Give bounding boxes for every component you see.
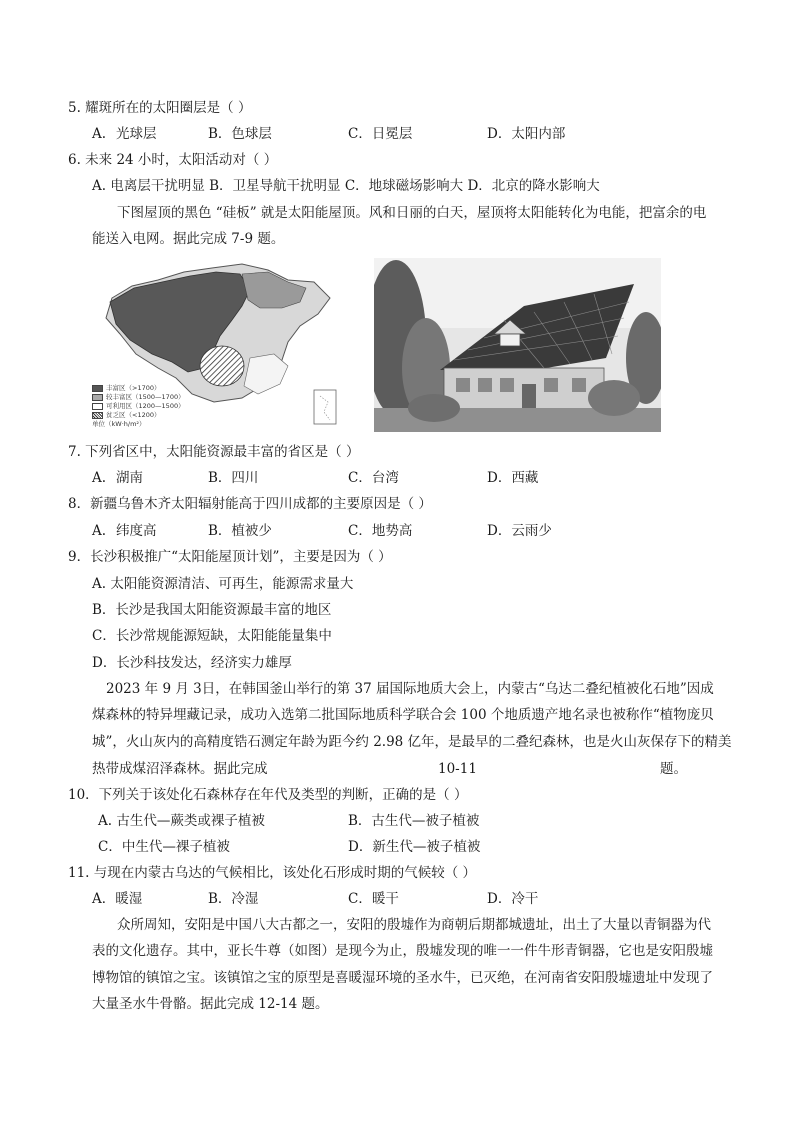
q11-option-b[interactable]: B．冷湿: [208, 891, 259, 907]
legend-item-fairly-rich: 较丰富区（1500—1700）: [92, 393, 185, 402]
q11-option-d[interactable]: D．冷干: [487, 891, 539, 907]
china-solar-resource-map: [92, 262, 338, 434]
intro-10-11-line3: 城”，火山灰内的高精度锆石测定年龄为距今约 2.98 亿年，是最早的二叠纪森林，也是火山灰保存下的精美: [92, 734, 732, 750]
legend-item-rich: 丰富区（>1700）: [92, 384, 185, 393]
intro-7-9-line1: 下图屋顶的黑色 “硅板” 就是太阳能屋顶。风和日丽的白天，屋顶将太阳能转化为电能，把富余的电: [117, 205, 707, 221]
q11-option-a[interactable]: A．暖湿: [92, 891, 143, 907]
intro-7-9-line2: 能送入电网。据此完成 7-9 题。: [92, 231, 285, 247]
q11-stem: 11. 与现在内蒙古乌达的气候相比，该处化石形成时期的气候较（ ）: [68, 865, 477, 881]
q5-option-b[interactable]: B．色球层: [208, 126, 272, 142]
q10-stem: 10．下列关于该处化石森林存在年代及类型的判断，正确的是（ ）: [68, 787, 468, 803]
map-usable-region: [244, 354, 288, 394]
q5-option-c[interactable]: C．日冕层: [348, 126, 413, 142]
legend-unit: 单位（kW·h/m²）: [92, 420, 146, 428]
q9-stem: 9．长沙积极推广“太阳能屋顶计划”，主要是因为（ ）: [68, 549, 392, 565]
legend-item-poor: 贫乏区（<1200）: [92, 411, 185, 420]
map-poor-region: [200, 346, 244, 386]
map-moderate-region: [242, 272, 306, 308]
q10-option-d[interactable]: D．新生代—被子植被: [348, 839, 481, 855]
q6-stem: 6. 未来 24 小时，太阳活动对（ ）: [68, 152, 278, 168]
q7-option-c[interactable]: C．台湾: [348, 470, 399, 486]
q9-option-d[interactable]: D．长沙科技发达，经济实力雄厚: [92, 655, 292, 671]
q7-option-a[interactable]: A. 湖南: [92, 470, 144, 486]
solar-roof-house-photo: [374, 258, 661, 432]
intro-12-14-line3: 博物馆的镇馆之宝。该镇馆之宝的原型是喜暖湿环境的圣水牛，已灭绝，在河南省安阳殷墟遗址中发现了: [92, 970, 713, 986]
intro-12-14-line2: 表的文化遗存。其中，亚长牛尊（如图）是现今为止，殷墟发现的唯一一件牛形青铜器，它也是安阳殷墟: [92, 943, 713, 959]
q9-option-b[interactable]: B．长沙是我国太阳能资源最丰富的地区: [92, 602, 332, 618]
q5-option-d[interactable]: D．太阳内部: [487, 126, 566, 142]
q10-option-b[interactable]: B．古生代—被子植被: [348, 813, 480, 829]
q10-option-a[interactable]: A. 古生代—蕨类或裸子植被: [98, 813, 265, 829]
q8-option-b[interactable]: B．植被少: [208, 523, 272, 539]
q7-option-d[interactable]: D．西藏: [487, 470, 539, 486]
q8-option-c[interactable]: C．地势高: [348, 523, 413, 539]
q8-stem: 8．新疆乌鲁木齐太阳辐射能高于四川成都的主要原因是（ ）: [68, 496, 432, 512]
q5-stem: 5. 耀斑所在的太阳圈层是（ ）: [68, 100, 252, 116]
legend-item-usable: 可利用区（1200—1500）: [92, 402, 185, 411]
south-china-sea-inset: [314, 390, 336, 424]
house-photo-figure: [374, 258, 661, 432]
map-legend: [92, 384, 185, 429]
q8-option-d[interactable]: D．云雨少: [487, 523, 552, 539]
q7-stem: 7. 下列省区中，太阳能资源最丰富的省区是（ ）: [68, 444, 360, 460]
q8-option-a[interactable]: A. 纬度高: [92, 523, 157, 539]
q11-option-c[interactable]: C．暖干: [348, 891, 399, 907]
q5-option-a[interactable]: A. 光球层: [92, 126, 157, 142]
q9-option-a[interactable]: A. 太阳能资源清洁、可再生，能源需求量大: [92, 576, 354, 592]
q6-options[interactable]: A. 电离层干扰明显 B．卫星导航干扰明显 C．地球磁场影响大 D．北京的降水影响大: [92, 178, 600, 194]
q9-option-c[interactable]: C．长沙常规能源短缺，太阳能能量集中: [92, 628, 332, 644]
q7-option-b[interactable]: B．四川: [208, 470, 259, 486]
intro-10-11-line2: 煤森林的特异埋藏记录，成功入选第二批国际地质科学联合会 100 个地质遗产地名录也被称作“植物庞贝: [92, 707, 714, 723]
intro-10-11-line1: 2023 年 9 月 3日，在韩国釜山举行的第 37 届国际地质大会上，内蒙古“乌达二叠纪植被化石地”因成: [106, 681, 714, 697]
intro-12-14-line4: 大量圣水牛骨骼。据此完成 12-14 题。: [92, 996, 329, 1012]
q10-option-c[interactable]: C．中生代—裸子植被: [98, 839, 230, 855]
intro-12-14-line1: 众所周知，安阳是中国八大古都之一，安阳的殷墟作为商朝后期都城遗址，出土了大量以青铜器为代: [117, 917, 711, 933]
